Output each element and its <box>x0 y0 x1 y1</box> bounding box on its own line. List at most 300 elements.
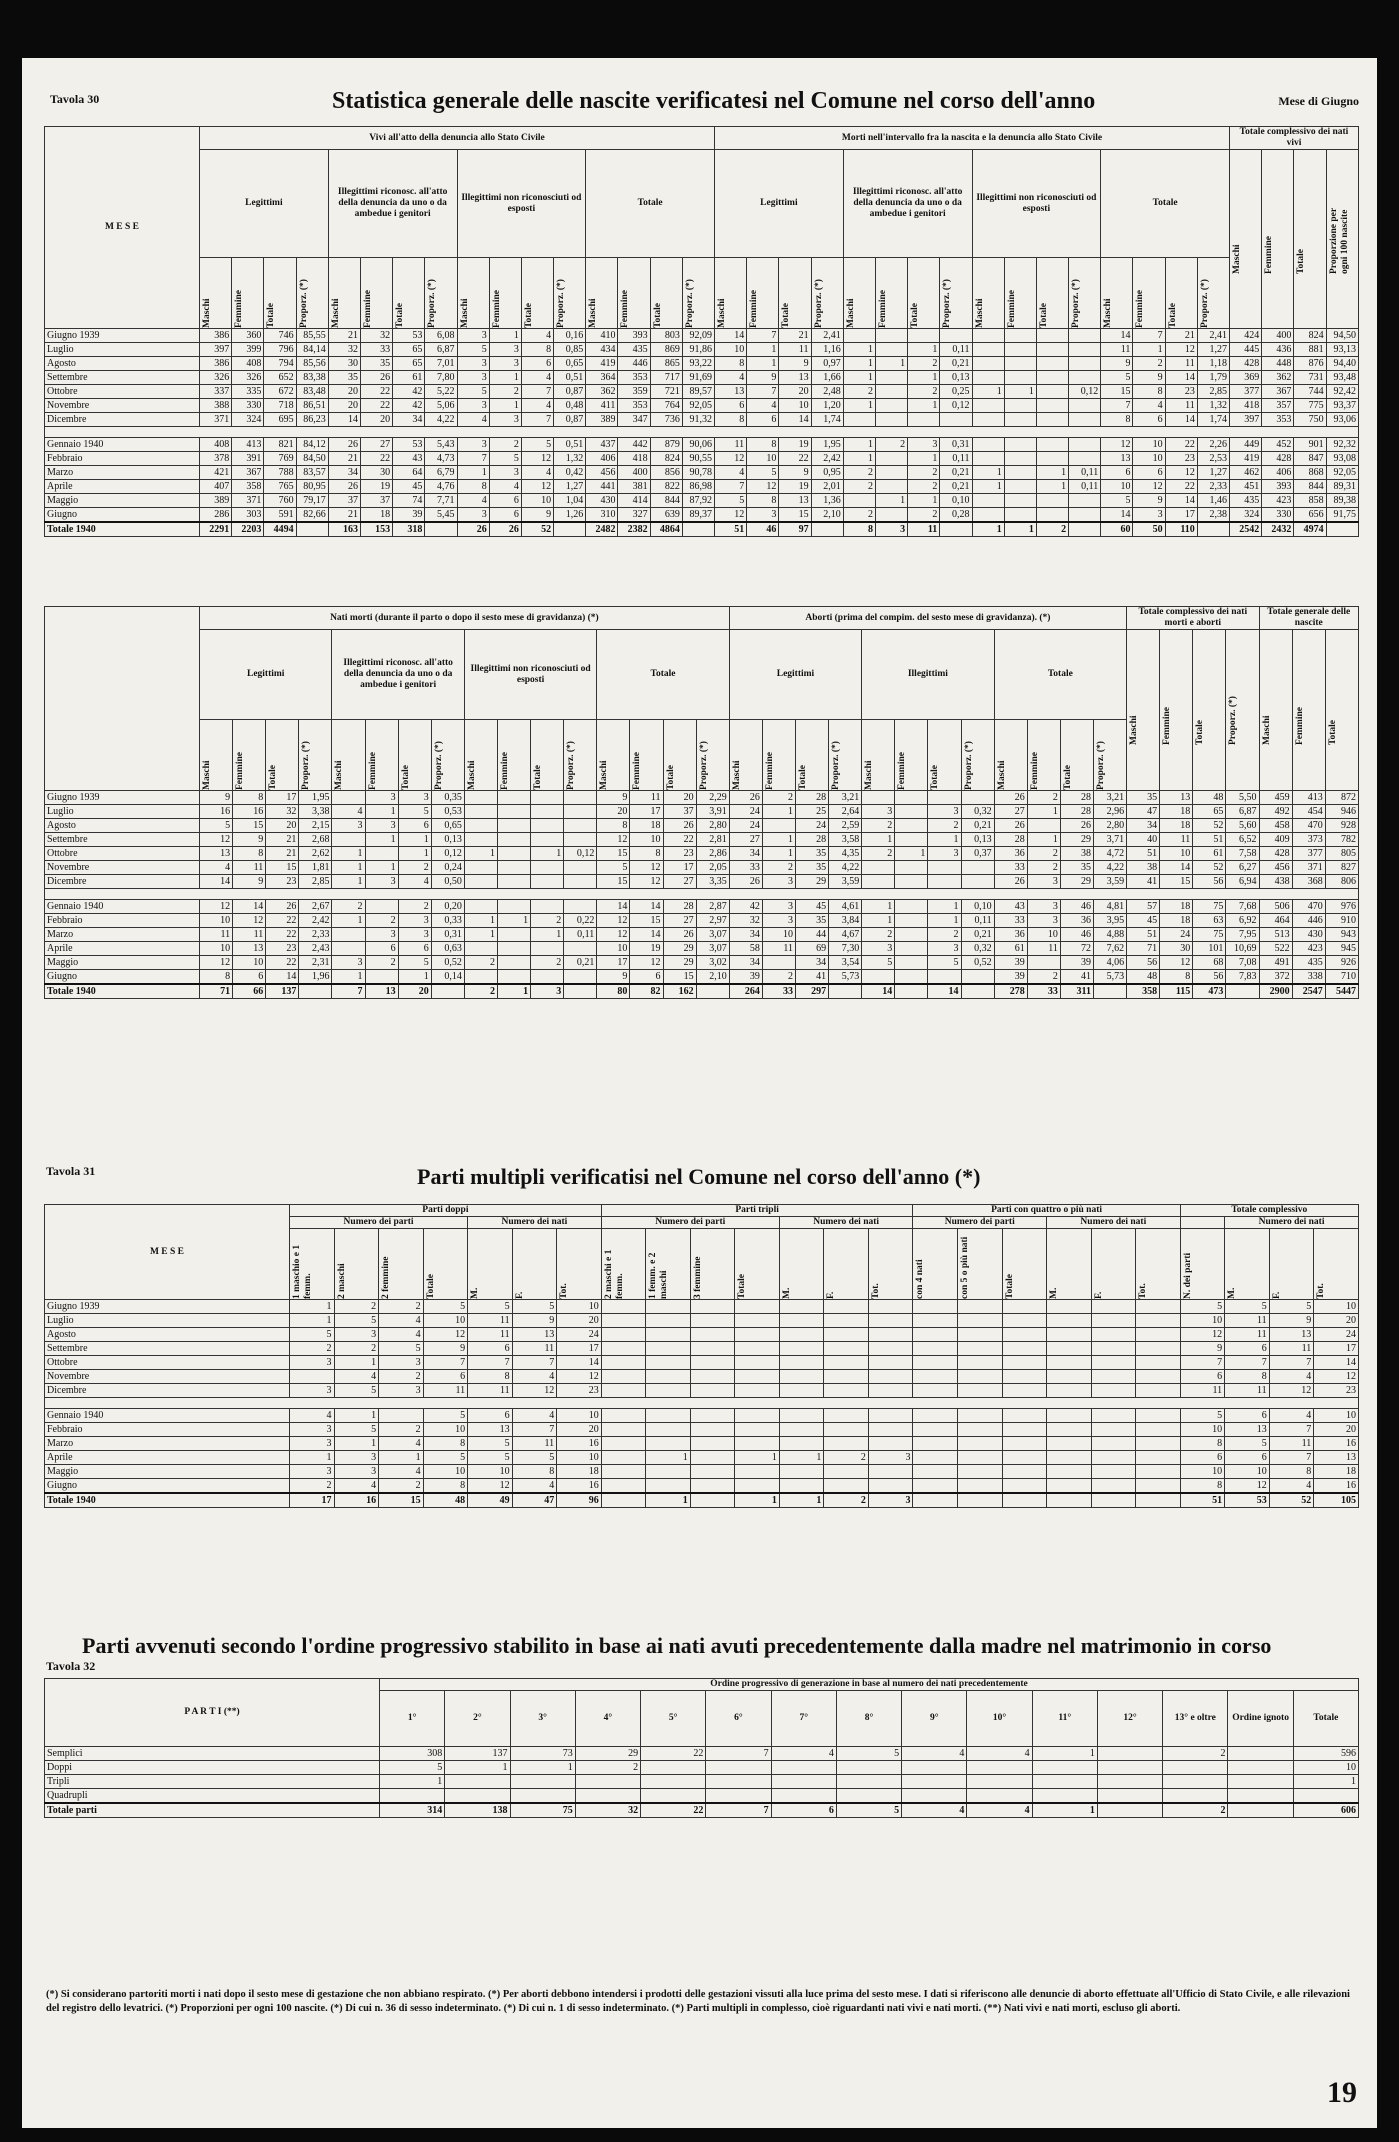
table-cell: 6 <box>1180 1451 1225 1465</box>
table-cell: 7 <box>521 385 553 399</box>
row-label: Aprile <box>45 480 200 494</box>
table-cell: 4 <box>1269 1370 1314 1384</box>
table-cell: 5,73 <box>829 970 862 985</box>
table-cell: 4 <box>521 329 553 343</box>
table-cell: 46 <box>1060 900 1093 914</box>
table-cell: 5 <box>334 1314 379 1328</box>
table-cell: 0,21 <box>961 819 994 833</box>
table-cell: 8 <box>521 343 553 357</box>
table-cell <box>601 1342 646 1356</box>
section-title: Parti avvenuti secondo l'ordine progressivo stabilito in base ai nati avuti precedentemente dalla madre nel matrimonio in corso <box>82 1633 1272 1658</box>
table-cell: 7 <box>512 1356 557 1370</box>
table-cell: 718 <box>264 399 296 413</box>
total-cell: 2432 <box>1262 522 1294 537</box>
table-cell: 23 <box>663 847 696 861</box>
table-cell: 13 <box>779 371 811 385</box>
table-cell <box>464 900 497 914</box>
table-cell: 362 <box>586 385 618 399</box>
table-cell: 22 <box>266 914 299 928</box>
sub-illegittimi: Illegittimi <box>862 630 994 720</box>
table-cell: 0,51 <box>554 371 586 385</box>
table-cell <box>824 1356 869 1370</box>
table-cell: 2 <box>1133 357 1165 371</box>
period-label: Mese di Giugno <box>1278 94 1359 108</box>
table-cell: 0,42 <box>554 466 586 480</box>
total-cell: 5447 <box>1325 984 1358 999</box>
table-cell: 347 <box>618 413 650 427</box>
table-cell: 7,83 <box>1226 970 1259 985</box>
table-cell: 10 <box>423 1423 468 1437</box>
table-cell: 90,78 <box>682 466 714 480</box>
table-cell: 3,54 <box>829 956 862 970</box>
table-cell: 13 <box>1101 452 1133 466</box>
table-cell: 1 <box>464 928 497 942</box>
table-cell: 3 <box>379 1356 424 1370</box>
table-cell: 9 <box>512 1314 557 1328</box>
total-cell: 1 <box>1032 1803 1097 1818</box>
table-cell: 1,27 <box>1197 343 1229 357</box>
table-cell: 83,57 <box>296 466 328 480</box>
table-cell: 5 <box>1225 1437 1270 1451</box>
table-cell <box>646 1423 691 1437</box>
table-cell: 10 <box>747 452 779 466</box>
table-cell <box>1097 1789 1162 1804</box>
table-cell <box>601 1423 646 1437</box>
table-cell: 2 <box>334 1300 379 1314</box>
table-cell: 24 <box>1314 1328 1359 1342</box>
table-cell: 434 <box>586 343 618 357</box>
table-cell <box>913 1314 958 1328</box>
table-cell: 4,22 <box>1093 861 1126 875</box>
table-cell <box>836 1761 901 1775</box>
table-cell: 2,87 <box>696 900 729 914</box>
table-cell: 10 <box>1180 1314 1225 1328</box>
table-cell: 2 <box>379 1479 424 1494</box>
table-cell: 335 <box>232 385 264 399</box>
table-cell: 8 <box>233 847 266 861</box>
table-cell: 93,37 <box>1326 399 1358 413</box>
table-cell: 1 <box>290 1314 335 1328</box>
table-cell: 0,32 <box>961 942 994 956</box>
table-cell <box>868 1423 913 1437</box>
column-header: Proporz. (*) <box>1199 279 1210 328</box>
table-cell: 20 <box>1314 1314 1359 1328</box>
table-cell <box>1036 371 1068 385</box>
total-cell: 278 <box>994 984 1027 999</box>
table-cell: 400 <box>618 466 650 480</box>
table-cell: 0,12 <box>1069 385 1101 399</box>
column-header: Femmine <box>1006 290 1017 328</box>
table-cell: 9 <box>779 466 811 480</box>
table-cell: 12 <box>597 928 630 942</box>
table-cell: 32 <box>360 329 392 343</box>
table-cell: 9 <box>423 1342 468 1356</box>
table-cell <box>1004 508 1036 523</box>
table-cell: 4 <box>967 1747 1032 1761</box>
table-cell: 2 <box>875 438 907 452</box>
table-cell: 6 <box>747 413 779 427</box>
table-cell <box>735 1370 780 1384</box>
table-cell <box>1047 1451 1092 1465</box>
table-cell: 26 <box>994 819 1027 833</box>
table-cell: 506 <box>1259 900 1292 914</box>
table-cell: 19 <box>630 942 663 956</box>
column-header: Proporz. (*) <box>301 741 312 790</box>
table-cell: 91,69 <box>682 371 714 385</box>
table-cell <box>1036 494 1068 508</box>
total-cell: 4974 <box>1294 522 1326 537</box>
table-cell <box>1036 452 1068 466</box>
table-cell: 4 <box>512 1409 557 1423</box>
table-cell: 10 <box>715 343 747 357</box>
table-cell: 12 <box>1101 438 1133 452</box>
table-cell: 22 <box>1165 438 1197 452</box>
table-cell: 0,53 <box>431 805 464 819</box>
table-cell <box>690 1409 735 1423</box>
table-cell <box>1069 438 1101 452</box>
table-cell: 64 <box>393 466 425 480</box>
total-cell: 2382 <box>618 522 650 537</box>
column-header: Proporz. (*) <box>556 279 567 328</box>
table-cell <box>895 805 928 819</box>
table-cell: 10 <box>200 942 233 956</box>
table-cell: 0,95 <box>811 466 843 480</box>
table-cell: 26 <box>328 438 360 452</box>
table-cell: 21 <box>328 329 360 343</box>
table-cell: 1 <box>497 914 530 928</box>
table-cell <box>940 329 972 343</box>
table-cell: 69 <box>795 942 828 956</box>
table-cell: 51 <box>1193 833 1226 847</box>
table-row <box>45 1465 1359 1479</box>
total-cell: 4494 <box>264 522 296 537</box>
table-cell: 16 <box>1314 1479 1359 1494</box>
sub-numero-nati: Numero dei nati <box>1225 1217 1359 1229</box>
table-cell: 0,85 <box>554 343 586 357</box>
column-header: Proporz. (*) <box>942 279 953 328</box>
table-cell: 858 <box>1294 494 1326 508</box>
table-cell: 14 <box>200 875 233 889</box>
table-cell <box>601 1370 646 1384</box>
table-cell <box>779 1384 824 1398</box>
table-cell: 20 <box>597 805 630 819</box>
total-label: Totale 1940 <box>45 1493 290 1508</box>
row-label: Gennaio 1940 <box>45 900 200 914</box>
table-cell: 45 <box>795 900 828 914</box>
table-cell: 364 <box>586 371 618 385</box>
table-cell: 406 <box>586 452 618 466</box>
table-cell: 11 <box>468 1328 513 1342</box>
table-cell: 2,85 <box>1197 385 1229 399</box>
table-cell: 42 <box>393 399 425 413</box>
table-label: Tavola 30 <box>50 92 100 106</box>
table-cell: 3,07 <box>696 928 729 942</box>
table-cell <box>1228 1761 1293 1775</box>
table-cell <box>1136 1342 1181 1356</box>
table-cell: 18 <box>1314 1465 1359 1479</box>
table-cell: 3 <box>489 343 521 357</box>
table-cell: 2 <box>762 970 795 985</box>
table-cell: 33 <box>360 343 392 357</box>
table-cell <box>464 942 497 956</box>
table-row <box>45 1356 1359 1370</box>
table-cell <box>868 1479 913 1494</box>
table-cell: 1 <box>379 1451 424 1465</box>
table-cell: 11 <box>630 791 663 805</box>
table-row <box>45 833 1359 847</box>
table-cell <box>564 970 597 985</box>
table-cell: 1 <box>1027 833 1060 847</box>
table-row <box>45 1451 1359 1465</box>
table-cell: 1,79 <box>1197 371 1229 385</box>
total-cell: 16 <box>334 1493 379 1508</box>
table-cell: 0,37 <box>961 847 994 861</box>
table-cell: 721 <box>650 385 682 399</box>
table-cell <box>1136 1409 1181 1423</box>
table-cell: 12 <box>512 1384 557 1398</box>
table-cell: 18 <box>1160 805 1193 819</box>
table-cell: 20 <box>266 819 299 833</box>
table-cell: 6 <box>1133 466 1165 480</box>
table-cell: 35 <box>328 371 360 385</box>
table-cell: 7 <box>747 385 779 399</box>
table-cell <box>735 1328 780 1342</box>
table-cell: 0,35 <box>431 791 464 805</box>
table-cell: 56 <box>1127 956 1160 970</box>
total-cell: 314 <box>380 1803 445 1818</box>
table-cell: 2 <box>290 1479 335 1494</box>
table-cell: 1 <box>332 914 365 928</box>
table-cell: 449 <box>1230 438 1262 452</box>
table-cell <box>779 1328 824 1342</box>
col-proporz: Proporz. (*) <box>1228 696 1239 745</box>
table-cell: 744 <box>1294 385 1326 399</box>
col-femmine: Femmine <box>1162 707 1173 745</box>
table-cell: 5 <box>468 1300 513 1314</box>
row-label: Doppi <box>45 1761 380 1775</box>
table-cell <box>895 914 928 928</box>
table-cell: 14 <box>597 900 630 914</box>
table-cell <box>913 1370 958 1384</box>
total-cell <box>690 1493 735 1508</box>
table-cell: 24 <box>729 805 762 819</box>
table-cell: 419 <box>586 357 618 371</box>
total-cell: 6 <box>771 1803 836 1818</box>
table-cell: 42 <box>729 900 762 914</box>
table-cell: 9 <box>1133 494 1165 508</box>
table-cell: 847 <box>1294 452 1326 466</box>
table-cell <box>972 438 1004 452</box>
table-cell: 29 <box>795 875 828 889</box>
table-cell: 46 <box>1060 928 1093 942</box>
table-cell <box>464 833 497 847</box>
table-cell: 946 <box>1325 805 1358 819</box>
table-cell: 1 <box>843 399 875 413</box>
table-cell <box>957 1314 1002 1328</box>
table-cell: 1 <box>332 970 365 985</box>
table-cell: 26 <box>266 900 299 914</box>
table-cell: 22 <box>266 956 299 970</box>
column-header: 1 maschio e 1 femm. <box>292 1244 313 1299</box>
table-cell <box>895 928 928 942</box>
table-cell <box>836 1775 901 1789</box>
group-tot-morti: Totale complessivo dei nati morti e aborti <box>1127 607 1259 630</box>
table-cell <box>913 1384 958 1398</box>
table-cell: 13 <box>1225 1423 1270 1437</box>
table-cell: 430 <box>586 494 618 508</box>
table-cell: 1 <box>334 1409 379 1423</box>
table-cell: 3 <box>332 956 365 970</box>
table-cell: 27 <box>360 438 392 452</box>
table-cell: 844 <box>650 494 682 508</box>
table-cell: 3 <box>290 1384 335 1398</box>
total-row <box>45 1803 1359 1818</box>
table-cell: 18 <box>360 508 392 523</box>
table-cell: 14 <box>715 329 747 343</box>
table-cell: 11 <box>1160 833 1193 847</box>
col-proporzione: Proporzione per ogni 100 nascite <box>1328 208 1350 274</box>
table-cell: 10 <box>1027 928 1060 942</box>
sub-legittimi: Legittimi <box>200 150 329 258</box>
table-cell: 35 <box>795 914 828 928</box>
table-cell <box>868 1342 913 1356</box>
table-cell <box>961 791 994 805</box>
table-cell: 7 <box>747 329 779 343</box>
table-cell: 1 <box>510 1761 575 1775</box>
table-cell: 910 <box>1325 914 1358 928</box>
total-cell: 2900 <box>1259 984 1292 999</box>
table-cell: 20 <box>328 385 360 399</box>
table-cell <box>928 791 961 805</box>
table-cell: 5 <box>334 1423 379 1437</box>
table-cell: 8 <box>200 970 233 985</box>
table-cell: 12 <box>630 875 663 889</box>
table-cell: 381 <box>618 480 650 494</box>
table-cell: 456 <box>1259 861 1292 875</box>
column-header: Proporz. (*) <box>1095 741 1106 790</box>
table-cell <box>908 413 940 427</box>
column-header: Maschi <box>330 298 341 328</box>
table-cell: 10 <box>1180 1423 1225 1437</box>
table-cell: 13 <box>512 1328 557 1342</box>
table-cell: 5 <box>423 1300 468 1314</box>
table-cell: 6 <box>1101 466 1133 480</box>
table-cell: 4 <box>1269 1479 1314 1494</box>
table-cell: 410 <box>586 329 618 343</box>
table-cell: 8 <box>457 480 489 494</box>
table-cell: 408 <box>232 357 264 371</box>
table-cell <box>332 942 365 956</box>
table-30b <box>44 606 1359 999</box>
column-header: Maschi <box>202 298 212 328</box>
table-cell: 53 <box>393 438 425 452</box>
column-header: Tot. <box>1138 1283 1149 1299</box>
table-cell: 881 <box>1294 343 1326 357</box>
table-cell: 3,07 <box>696 942 729 956</box>
table-cell <box>961 875 994 889</box>
table-cell <box>1036 399 1068 413</box>
column-header: Proporz. (*) <box>566 741 577 790</box>
table-cell: 94,50 <box>1326 329 1358 343</box>
column-header: F. <box>514 1291 525 1299</box>
total-cell: 264 <box>729 984 762 999</box>
total-cell: 60 <box>1101 522 1133 537</box>
table-cell: 9 <box>1133 371 1165 385</box>
table-cell <box>957 1437 1002 1451</box>
table-cell: 61 <box>994 942 1027 956</box>
sub-totale: Totale <box>586 150 715 258</box>
table-cell <box>1002 1342 1047 1356</box>
table-cell: 13 <box>1160 791 1193 805</box>
table-cell: 3 <box>747 508 779 523</box>
total-cell <box>1228 1803 1293 1818</box>
table-cell: 10 <box>1293 1761 1358 1775</box>
table-cell: 928 <box>1325 819 1358 833</box>
table-cell: 10 <box>423 1314 468 1328</box>
table-cell <box>895 956 928 970</box>
table-cell <box>913 1423 958 1437</box>
total-cell: 311 <box>1060 984 1093 999</box>
table-cell: 324 <box>1230 508 1262 523</box>
table-cell <box>365 847 398 861</box>
table-cell <box>1069 357 1101 371</box>
table-cell: 2,01 <box>811 480 843 494</box>
table-cell: 409 <box>1259 833 1292 847</box>
table-cell: 17 <box>663 861 696 875</box>
table-cell: 6 <box>1180 1370 1225 1384</box>
table-cell <box>1002 1479 1047 1494</box>
table-cell: 393 <box>1262 480 1294 494</box>
table-cell: 3 <box>1133 508 1165 523</box>
table-cell <box>1004 413 1036 427</box>
table-cell: 5,73 <box>1093 970 1126 985</box>
table-cell: 7,80 <box>425 371 457 385</box>
col-femmine: Femmine <box>1294 707 1305 745</box>
table-cell <box>862 791 895 805</box>
table-cell: 17 <box>557 1342 602 1356</box>
table-cell: 943 <box>1325 928 1358 942</box>
table-cell <box>1069 452 1101 466</box>
table-cell <box>779 1300 824 1314</box>
table-cell: 1 <box>843 343 875 357</box>
table-cell: 695 <box>264 413 296 427</box>
table-cell <box>1004 438 1036 452</box>
table-cell <box>957 1342 1002 1356</box>
table-cell: 83,38 <box>296 371 328 385</box>
table-cell <box>445 1775 510 1789</box>
table-cell <box>690 1465 735 1479</box>
table-cell: 0,50 <box>431 875 464 889</box>
table-cell: 10 <box>779 399 811 413</box>
table-cell: 6,87 <box>1226 805 1259 819</box>
table-cell: 413 <box>232 438 264 452</box>
table-cell: 14 <box>266 970 299 985</box>
table-cell <box>646 1300 691 1314</box>
table-cell: 1 <box>908 371 940 385</box>
table-cell <box>1136 1479 1181 1494</box>
table-cell <box>497 970 530 985</box>
table-cell: 869 <box>650 343 682 357</box>
total-cell: 137 <box>266 984 299 999</box>
table-cell <box>1027 956 1060 970</box>
table-cell <box>957 1384 1002 1398</box>
table-cell: 4 <box>457 413 489 427</box>
table-cell: 83,48 <box>296 385 328 399</box>
table-cell: 2 <box>531 956 564 970</box>
table-cell: 2,64 <box>829 805 862 819</box>
table-cell: 3 <box>762 914 795 928</box>
table-cell: 21 <box>779 329 811 343</box>
